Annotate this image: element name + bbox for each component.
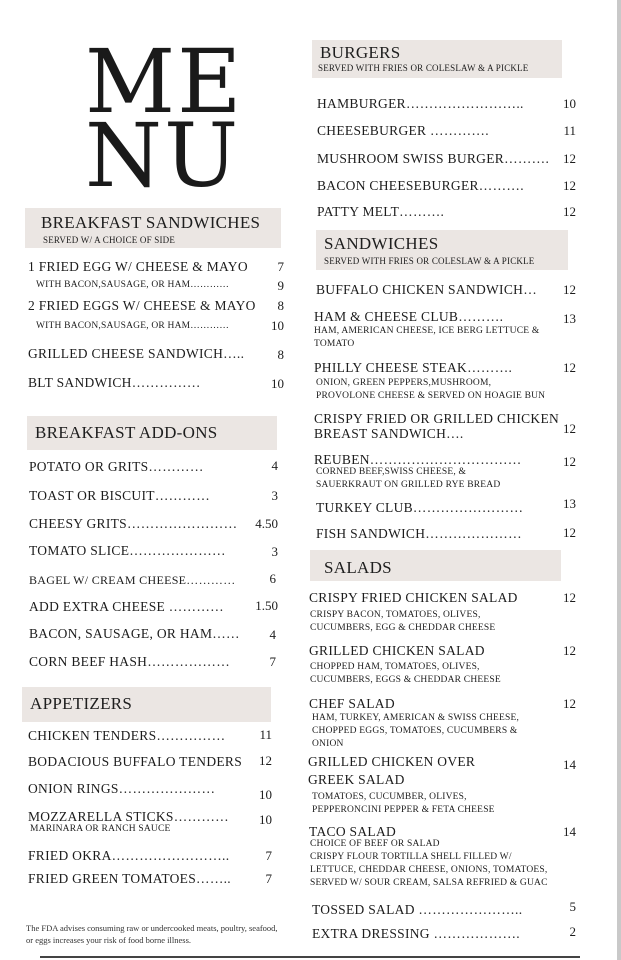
menu-item-price: 12 xyxy=(563,151,576,166)
menu-item-name: MUSHROOM SWISS BURGER………. xyxy=(317,151,550,166)
menu-item-description: ONION, GREEN PEPPERS,MUSHROOM, xyxy=(316,378,492,388)
menu-item-name: CRISPY FRIED CHICKEN SALAD xyxy=(309,590,518,605)
menu-item-price: 12 xyxy=(563,454,576,469)
menu-item-name: REUBEN…………………………… xyxy=(314,452,522,467)
menu-item-price: 8 xyxy=(277,298,284,313)
menu-item-name: TOAST OR BISCUIT………… xyxy=(29,488,211,503)
menu-item-description: TOMATOES, CUCUMBER, OLIVES, xyxy=(312,792,467,802)
menu-item-price: 7 xyxy=(277,259,284,274)
menu-item-description: HAM, TURKEY, AMERICAN & SWISS CHEESE, xyxy=(312,713,520,723)
menu-item-name: CRISPY FRIED OR GRILLED CHICKEN xyxy=(314,411,560,426)
menu-title-line1: ME xyxy=(85,30,244,133)
page-edge xyxy=(617,0,621,960)
menu-item-price: 7 xyxy=(265,848,272,863)
menu-item-name: HAM & CHEESE CLUB………. xyxy=(314,309,504,324)
menu-item-description: CRISPY BACON, TOMATOES, OLIVES, xyxy=(310,610,481,620)
salads-header xyxy=(310,550,561,581)
section-title: SALADS xyxy=(324,558,392,577)
menu-item-name: GRILLED CHEESE SANDWICH….. xyxy=(28,346,245,361)
menu-item-name: BAGEL W/ CREAM CHEESE………… xyxy=(29,573,236,587)
menu-item-name: MOZZARELLA STICKS………… xyxy=(28,809,229,824)
menu-item-name: GRILLED CHICKEN SALAD xyxy=(309,643,485,658)
menu-item-name: POTATO OR GRITS………… xyxy=(29,459,204,474)
menu-item-description: LETTUCE, CHEDDAR CHEESE, ONIONS, TOMATOES, xyxy=(310,865,548,875)
menu-item-description: CRISPY FLOUR TORTILLA SHELL FILLED W/ xyxy=(310,852,512,862)
menu-item-name: CHEESEBURGER …………. xyxy=(317,123,489,138)
menu-item-price: 12 xyxy=(563,204,576,219)
menu-item-description: CHOICE OF BEEF OR SALAD xyxy=(310,839,440,849)
menu-item-price: 12 xyxy=(563,178,576,193)
menu-item-price: 10 xyxy=(259,787,272,802)
menu-item-name: TOMATO SLICE………………… xyxy=(29,543,226,558)
menu-item-name-cont: BREAST SANDWICH…. xyxy=(314,426,464,441)
menu-item-price: 12 xyxy=(563,643,576,658)
menu-item-price: 11 xyxy=(259,727,272,742)
menu-item-description: CHOPPED HAM, TOMATOES, OLIVES, xyxy=(310,662,480,672)
menu-item-name: TURKEY CLUB…………………… xyxy=(316,500,524,515)
menu-item-name: GRILLED CHICKEN OVER xyxy=(308,754,476,769)
menu-item-price: 12 xyxy=(563,421,576,436)
menu-item-price: 10 xyxy=(563,96,576,111)
menu-item-description: TOMATO xyxy=(314,339,355,349)
menu-item-name: BODACIOUS BUFFALO TENDERS xyxy=(28,754,243,769)
menu-item-price: 13 xyxy=(563,496,576,511)
section-subtitle: SERVED WITH FRIES OR COLESLAW & A PICKLE xyxy=(318,63,529,73)
menu-item-price: 12 xyxy=(563,282,576,297)
section-title: BREAKFAST SANDWICHES xyxy=(41,213,261,232)
menu-item-name: CHEESY GRITS…………………… xyxy=(29,516,238,531)
menu-item-name: FRIED OKRA…………………….. xyxy=(28,848,230,863)
menu-item-price: 10 xyxy=(271,318,284,333)
menu-item-name: 2 FRIED EGGS W/ CHEESE & MAYO xyxy=(28,298,256,313)
appetizers-header xyxy=(22,687,271,722)
section-title: APPETIZERS xyxy=(30,694,133,713)
menu-item-price: 5 xyxy=(569,899,576,914)
menu-item-price: 1.50 xyxy=(255,598,278,613)
menu-item-price: 7 xyxy=(265,871,272,886)
burgers-header xyxy=(312,40,562,78)
menu-item-name: BACON CHEESEBURGER………. xyxy=(317,178,524,193)
menu-item-price: 10 xyxy=(259,812,272,827)
menu-item-price: 12 xyxy=(259,753,272,768)
menu-item-description: CHOPPED EGGS, TOMATOES, CUCUMBERS & xyxy=(312,726,518,736)
section-title: BREAKFAST ADD-ONS xyxy=(35,423,218,442)
menu-item-price: 12 xyxy=(563,360,576,375)
menu-item-price: 7 xyxy=(269,654,276,669)
menu-item-option: WITH BACON,SAUSAGE, OR HAM………… xyxy=(36,321,230,331)
menu-item-name: CHICKEN TENDERS…………… xyxy=(28,728,226,743)
menu-item-price: 3 xyxy=(271,544,278,559)
menu-item-name-cont: GREEK SALAD xyxy=(308,772,405,787)
menu-item-description: MARINARA OR RANCH SAUCE xyxy=(30,824,171,834)
menu-item-description: CUCUMBERS, EGGS & CHEDDAR CHEESE xyxy=(310,675,501,685)
menu-item-description: HAM, AMERICAN CHEESE, ICE BERG LETTUCE & xyxy=(314,326,540,336)
menu-item-description: CORNED BEEF,SWISS CHEESE, & xyxy=(316,467,467,477)
menu-item-description: CUCUMBERS, EGG & CHEDDAR CHEESE xyxy=(310,623,496,633)
breakfast-addons-header xyxy=(27,416,277,450)
fda-notice: The FDA advises consuming raw or undercooked meats, poultry, seafood, or eggs increases your risk of food borne illness. xyxy=(26,923,278,945)
section-subtitle: SERVED WITH FRIES OR COLESLAW & A PICKLE xyxy=(324,256,535,266)
menu-item-description: PROVOLONE CHEESE & SERVED ON HOAGIE BUN xyxy=(316,391,546,401)
section-title: SANDWICHES xyxy=(324,234,439,253)
menu-item-name: BLT SANDWICH…………… xyxy=(28,375,201,390)
menu-item-name: ONION RINGS………………… xyxy=(28,781,216,796)
menu-item-price: 12 xyxy=(563,696,576,711)
menu-item-price: 8 xyxy=(277,347,284,362)
menu-item-price: 4.50 xyxy=(255,516,278,531)
menu-item-price: 10 xyxy=(271,376,284,391)
bottom-rule xyxy=(40,956,580,958)
menu-item-name: PHILLY CHEESE STEAK………. xyxy=(314,360,513,375)
menu-item-name: TOSSED SALAD ………………….. xyxy=(312,902,523,917)
menu-item-name: ADD EXTRA CHEESE ………… xyxy=(29,599,224,614)
menu-item-price: 12 xyxy=(563,525,576,540)
menu-item-price: 3 xyxy=(271,488,278,503)
menu-item-name: BUFFALO CHICKEN SANDWICH… xyxy=(316,282,538,297)
menu-item-option: WITH BACON,SAUSAGE, OR HAM………… xyxy=(36,280,230,290)
menu-item-price: 4 xyxy=(269,627,276,642)
menu-item-description: SAUERKRAUT ON GRILLED RYE BREAD xyxy=(316,480,501,490)
menu-item-name: FRIED GREEN TOMATOES…….. xyxy=(28,871,231,886)
menu-item-price: 13 xyxy=(563,311,576,326)
menu-item-name: PATTY MELT………. xyxy=(317,204,445,219)
menu-item-description: PEPPERONCINI PEPPER & FETA CHEESE xyxy=(312,805,495,815)
menu-title-line2: NU xyxy=(85,104,241,207)
menu-item-price: 14 xyxy=(563,757,576,772)
menu-item-name: CORN BEEF HASH……………… xyxy=(29,654,231,669)
sandwiches-header xyxy=(316,230,568,270)
menu-item-description: SERVED W/ SOUR CREAM, SALSA REFRIED & GUAC xyxy=(310,878,548,888)
menu-item-name: TACO SALAD xyxy=(309,824,397,839)
menu-item-price: 4 xyxy=(271,458,278,473)
menu-item-name: FISH SANDWICH………………… xyxy=(316,526,522,541)
section-title: BURGERS xyxy=(320,43,401,62)
menu-item-name: BACON, SAUSAGE, OR HAM…… xyxy=(29,626,240,641)
menu-item-name: 1 FRIED EGG W/ CHEESE & MAYO xyxy=(28,259,248,274)
menu-item-name: CHEF SALAD xyxy=(309,696,395,711)
menu-item-price: 9 xyxy=(277,278,284,293)
menu-item-price: 11 xyxy=(563,123,576,138)
menu-item-price: 6 xyxy=(269,571,276,586)
section-subtitle: SERVED W/ A CHOICE OF SIDE xyxy=(43,235,176,245)
menu-item-price: 14 xyxy=(563,824,576,839)
menu-item-description: ONION xyxy=(312,739,344,749)
menu-item-price: 12 xyxy=(563,590,576,605)
breakfast-sandwiches-header xyxy=(25,208,281,248)
menu-item-name: EXTRA DRESSING ………………. xyxy=(312,926,520,941)
menu-item-price: 2 xyxy=(569,924,576,939)
menu-item-name: HAMBURGER…………………….. xyxy=(317,96,524,111)
